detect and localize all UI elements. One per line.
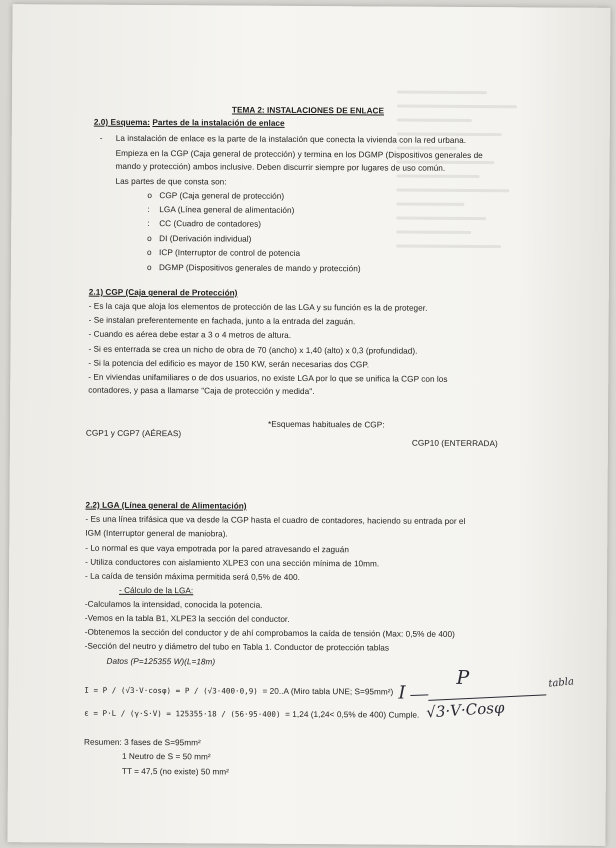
voltage-drop-formula: ε = P·L / (γ·S·V) = 125355·18 / (56·95·400) = 1,24 (1,24< 0,5% de 400) Cumple.	[84, 708, 420, 720]
handwritten-numerator: P	[456, 666, 470, 689]
section-2-1-heading: 2.1) CGP (Caja general de Protección)	[88, 287, 238, 298]
document-page	[7, 4, 610, 846]
current-formula: I = P / (√3·V·cosφ) = P / (√3·400·0,9) = 20..A (Miro tabla UNE; S=95mm²)	[84, 685, 394, 697]
section-2-1-line: - Es la caja que aloja los elementos de protección de las LGA y su función es la de proteger.	[88, 301, 428, 313]
section-2-2-heading: 2.2) LGA (Línea general de Alimentación)	[85, 500, 247, 511]
summary-line: TT = 47,5 (no existe) 50 mm²	[121, 766, 229, 777]
section-2-1-line: - Si la potencia del edificio es mayor de 150 KW, serán necesarias dos CGP.	[88, 358, 370, 370]
section-2-0-label: 2.0) Esquema:	[93, 117, 151, 128]
section-2-1-line: - Cuando es aérea debe estar a 3 o 4 metros de altura.	[88, 329, 292, 340]
handwritten-equals-line	[410, 694, 428, 696]
cgp-schemes-caption: *Esquemas habituales de CGP:	[267, 419, 385, 430]
part-item: o DI (Derivación individual)	[147, 234, 252, 244]
section-2-1-line: - En viviendas unifamiliares o de dos usuarios, no existe LGA por lo que se unifica la CGP con los	[88, 372, 448, 384]
summary-line: 1 Neutro de S = 50 mm²	[121, 751, 211, 762]
calc-step: -Vemos en la tabla B1, XLPE3 la sección del conductor.	[84, 613, 290, 624]
part-item: : LGA (Línea general de alimentación)	[147, 205, 295, 215]
section-2-1-line: - Si es enterrada se crea un nicho de obra de 70 (ancho) x 1,40 (alto) x 0,3 (profundidad).	[88, 344, 418, 356]
part-item: o ICP (Interruptor de control de potencia	[147, 248, 301, 258]
section-2-0-line-4: Las partes de que consta son:	[115, 176, 227, 187]
section-2-2-line: - Utiliza conductores con aislamiento XLPE3 con una sección mínima de 10mm.	[85, 557, 380, 569]
calc-step: -Calculamos la intensidad, conocida la potencia.	[84, 599, 263, 610]
cgp-aerial-label: CGP1 y CGP7 (AÉREAS)	[85, 428, 182, 439]
handwritten-lhs: I	[398, 682, 406, 704]
section-2-0-line-2: Empieza en la CGP (Caja general de protección) y termina en los DGMP (Dispositivos generales de	[115, 148, 483, 161]
section-2-0-line-1: - La instalación de enlace es la parte de la instalación que conecta la vivienda con la red urbana.	[99, 133, 467, 145]
part-item: o DGMP (Dispositivos generales de mando y protección)	[146, 263, 361, 274]
document-title: TEMA 2: INSTALACIONES DE ENLACE	[231, 105, 385, 116]
section-2-0-title: Partes de la instalación de enlace	[152, 118, 285, 128]
dash-bullet: -	[99, 133, 103, 143]
section-2-1-line: contadores, y pasa a llamarse "Caja de protección y medida".	[88, 385, 315, 397]
handwritten-note: tabla	[547, 676, 575, 690]
part-item: o CGP (Caja general de protección)	[147, 191, 285, 201]
handwritten-denominator: √3·V·Cosφ	[425, 698, 505, 722]
section-2-2-line: - Lo normal es que vaya empotrada por la pared atravesando el zaguán	[85, 543, 350, 555]
calc-step: -Obtenemos la sección del conductor y de ahí comprobamos la caída de tensión (Max: 0,5% de 400)	[84, 627, 455, 639]
cgp-buried-label: CGP10 (ENTERRADA)	[411, 438, 498, 449]
calc-data: Datos (P=125355 W)(L=18m)	[106, 656, 216, 667]
summary-line: Resumen: 3 fases de S=95mm²	[84, 737, 201, 748]
calc-step: -Sección del neutro y diámetro del tubo en Tabla 1. Conductor de protección tablas	[84, 641, 390, 653]
section-2-2-line: - La caída de tensión máxima permitida será 0,5% de 400.	[85, 571, 300, 582]
section-2-0-heading	[94, 118, 285, 129]
section-2-2-line: - Es una línea trifásica que va desde la CGP hasta el cuadro de contadores, haciendo su entrada por el	[85, 514, 466, 526]
section-2-1-line: - Se instalan preferentemente en fachada, junto a la entrada del zaguán.	[88, 315, 356, 327]
section-2-0-line-3: mando y protección) ambos inclusive. Deben discurrir siempre por lugares de uso común.	[115, 161, 446, 173]
section-2-2-line: IGM (Interruptor general de maniobra).	[85, 528, 228, 539]
part-item: : CC (Cuadro de contadores)	[147, 219, 262, 229]
calc-heading: - Cálculo de la LGA:	[118, 585, 194, 596]
